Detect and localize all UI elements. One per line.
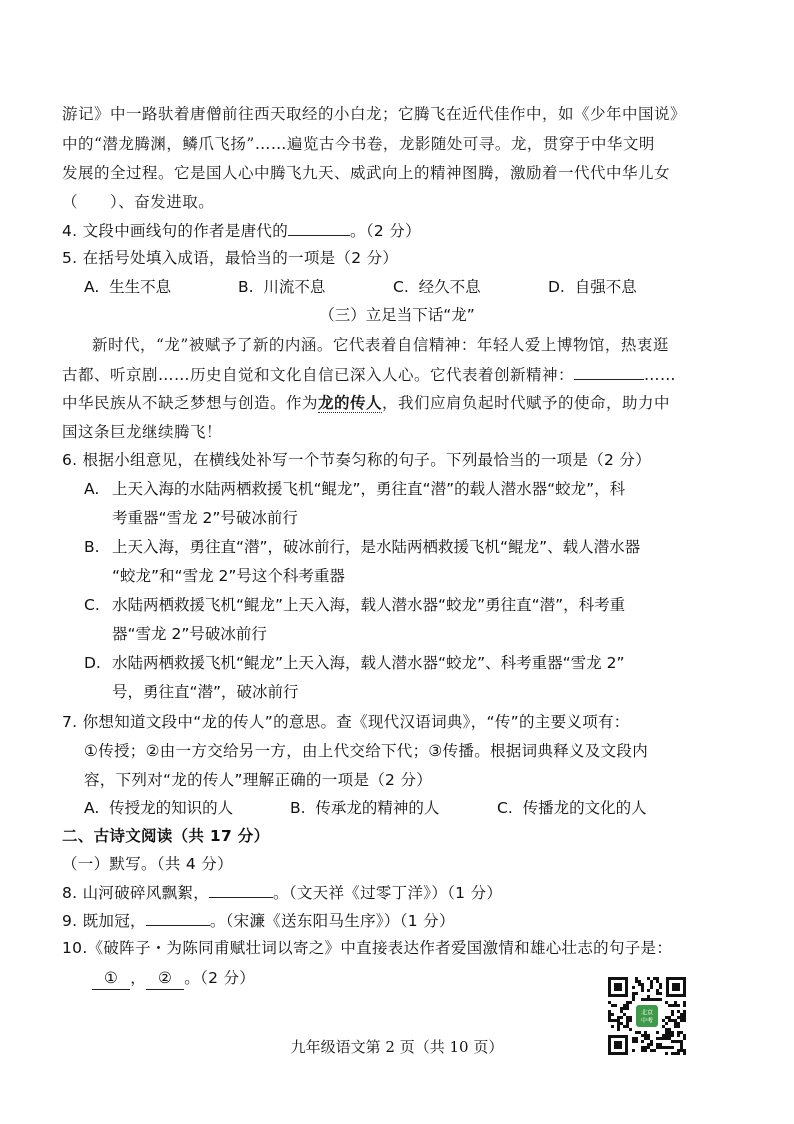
question-4-tail: 。（2 分） bbox=[350, 222, 421, 240]
section-3-line-3 bbox=[62, 392, 670, 414]
answer-blank[interactable] bbox=[146, 909, 210, 926]
question-10-line-1: 10.《破阵子・为陈同甫赋壮词以寄之》中直接表达作者爱国激情和雄心壮志的句子是： bbox=[62, 939, 673, 957]
option-c[interactable] bbox=[393, 276, 481, 298]
question-10-line-2 bbox=[92, 967, 255, 990]
option-a-line-2: 考重器“雪龙 2”号破冰前行 bbox=[112, 509, 298, 527]
question-7-line-3: 容，下列对“龙的传人”理解正确的一项是（2 分） bbox=[84, 771, 433, 789]
qr-badge-line-1: 北京 bbox=[640, 1009, 654, 1017]
option-b[interactable] bbox=[84, 536, 100, 558]
option-d-line-1: 水陆两栖救援飞机“鲲龙”上天入海，载人潜水器“蛟龙”、科考重器“雪龙 2” bbox=[112, 654, 625, 672]
option-c[interactable] bbox=[84, 594, 100, 616]
answer-blank-1[interactable]: ① bbox=[92, 967, 130, 990]
option-a[interactable] bbox=[84, 478, 99, 500]
section-3-line-3-text-end: ，我们应肩负起时代赋予的使命，助力中 bbox=[382, 394, 671, 412]
qr-badge-line-2: 中考 bbox=[640, 1017, 654, 1025]
answer-blank[interactable] bbox=[288, 219, 350, 236]
part-2-title: 二、古诗文阅读（共 17 分） bbox=[62, 827, 270, 845]
option-text: 川流不息 bbox=[263, 278, 326, 296]
option-a[interactable] bbox=[84, 797, 233, 819]
section-3-line-1: 新时代，“龙”被赋予了新的内涵。它代表着自信精神：年轻人爱上博物馆，热衷逛 bbox=[92, 336, 669, 354]
question-9-text: 9. 既加冠， bbox=[62, 912, 146, 930]
subsection-1-title: （一）默写。（共 4 分） bbox=[62, 855, 233, 873]
question-7-line-1: 7. 你想知道文段中“龙的传人”的意思。查《现代汉语词典》，“传”的主要义项有： bbox=[62, 713, 630, 731]
question-9 bbox=[62, 909, 455, 932]
page-footer: 九年级语文第 2 页（共 10 页） bbox=[290, 1038, 504, 1056]
question-8-text: 8. 山河破碎风飘絮， bbox=[62, 884, 210, 902]
option-label: A. bbox=[84, 799, 100, 817]
option-label: A. bbox=[84, 480, 100, 498]
option-label: D. bbox=[548, 278, 565, 296]
emphasized-phrase: 龙的传人 bbox=[318, 393, 383, 412]
section-3-line-2-text: 古都、听京剧……历史自觉和文化自信已深入人心。它代表着创新精神： bbox=[62, 366, 575, 384]
question-9-source: 。（宋濂《送东阳马生序》）（1 分） bbox=[209, 912, 455, 930]
question-4 bbox=[62, 219, 421, 242]
option-c-line-2: 器“雪龙 2”号破冰前行 bbox=[112, 625, 267, 643]
question-5-text: 5. 在括号处填入成语，最恰当的一项是（2 分） bbox=[62, 249, 399, 267]
option-text: 传播龙的文化的人 bbox=[522, 799, 647, 817]
question-6-text: 6. 根据小组意见，在横线处补写一个节奏匀称的句子。下列最恰当的一项是（2 分） bbox=[62, 451, 652, 469]
option-c[interactable] bbox=[497, 797, 647, 819]
option-label: C. bbox=[84, 596, 100, 614]
question-4-text: 4. 文段中画线句的作者是唐代的 bbox=[62, 222, 289, 240]
section-3-line-2 bbox=[62, 363, 676, 386]
option-b-line-1: 上天入海，勇往直“潜”，破冰前行，是水陆两栖救援飞机“鲲龙”、载人潜水器 bbox=[112, 538, 641, 556]
option-label: B. bbox=[290, 799, 306, 817]
intro-line-2: 中的“潜龙腾渊，鳞爪飞扬”……遍览古今书卷，龙影随处可寻。龙，贯穿于中华文明 bbox=[62, 135, 655, 153]
option-b[interactable] bbox=[290, 797, 439, 819]
option-a-line-1: 上天入海的水陆两栖救援飞机“鲲龙”，勇往直“潜”的载人潜水器“蛟龙”，科 bbox=[112, 480, 626, 498]
intro-line-3: 发展的全过程。它是国人心中腾飞九天、威武向上的精神图腾，激励着一代代中华儿女 bbox=[62, 164, 671, 182]
option-text: 传承龙的精神的人 bbox=[315, 799, 440, 817]
option-text: 生生不息 bbox=[109, 278, 172, 296]
answer-blank[interactable] bbox=[574, 363, 644, 380]
option-label: C. bbox=[497, 799, 513, 817]
intro-line-4: （ ）、奋发进取。 bbox=[62, 193, 215, 211]
question-8 bbox=[62, 881, 502, 904]
option-c-line-1: 水陆两栖救援飞机“鲲龙”上天入海，载人潜水器“蛟龙”勇往直“潜”，科考重 bbox=[112, 596, 626, 614]
section-3-title: （三）立足当下话“龙” bbox=[319, 306, 475, 324]
option-text: 自强不息 bbox=[574, 278, 637, 296]
separator: ， bbox=[130, 969, 147, 987]
option-b[interactable] bbox=[238, 276, 325, 298]
option-label: A. bbox=[84, 278, 100, 296]
section-3-line-3-text: 中华民族从不缺乏梦想与创造。作为 bbox=[62, 394, 319, 412]
option-label: C. bbox=[393, 278, 409, 296]
section-3-line-2-tail: …… bbox=[644, 366, 677, 384]
option-label: D. bbox=[84, 654, 101, 672]
option-text: 传授龙的知识的人 bbox=[109, 799, 234, 817]
answer-blank-2[interactable]: ② bbox=[146, 967, 184, 990]
answer-blank[interactable] bbox=[209, 881, 273, 898]
section-3-line-4: 国这条巨龙继续腾飞！ bbox=[62, 423, 223, 441]
option-d[interactable] bbox=[84, 652, 101, 674]
intro-line-1: 游记》中一路驮着唐僧前往西天取经的小白龙；它腾飞在近代佳作中，如《少年中国说》 bbox=[62, 105, 687, 123]
option-label: B. bbox=[84, 538, 100, 556]
option-text: 经久不息 bbox=[418, 278, 481, 296]
option-d-line-2: 号，勇往直“潜”，破冰前行 bbox=[112, 683, 299, 701]
question-10-score: 。（2 分） bbox=[184, 969, 256, 987]
question-8-source: 。（文天祥《过零丁洋》）（1 分） bbox=[273, 884, 503, 902]
option-d[interactable] bbox=[548, 276, 637, 298]
option-label: B. bbox=[238, 278, 254, 296]
option-a[interactable] bbox=[84, 276, 171, 298]
option-b-line-2: “蛟龙”和“雪龙 2”号这个科考重器 bbox=[112, 567, 345, 585]
question-7-line-2: ①传授；②由一方交给另一方，由上代交给下代；③传播。根据词典释义及文段内 bbox=[84, 742, 648, 760]
